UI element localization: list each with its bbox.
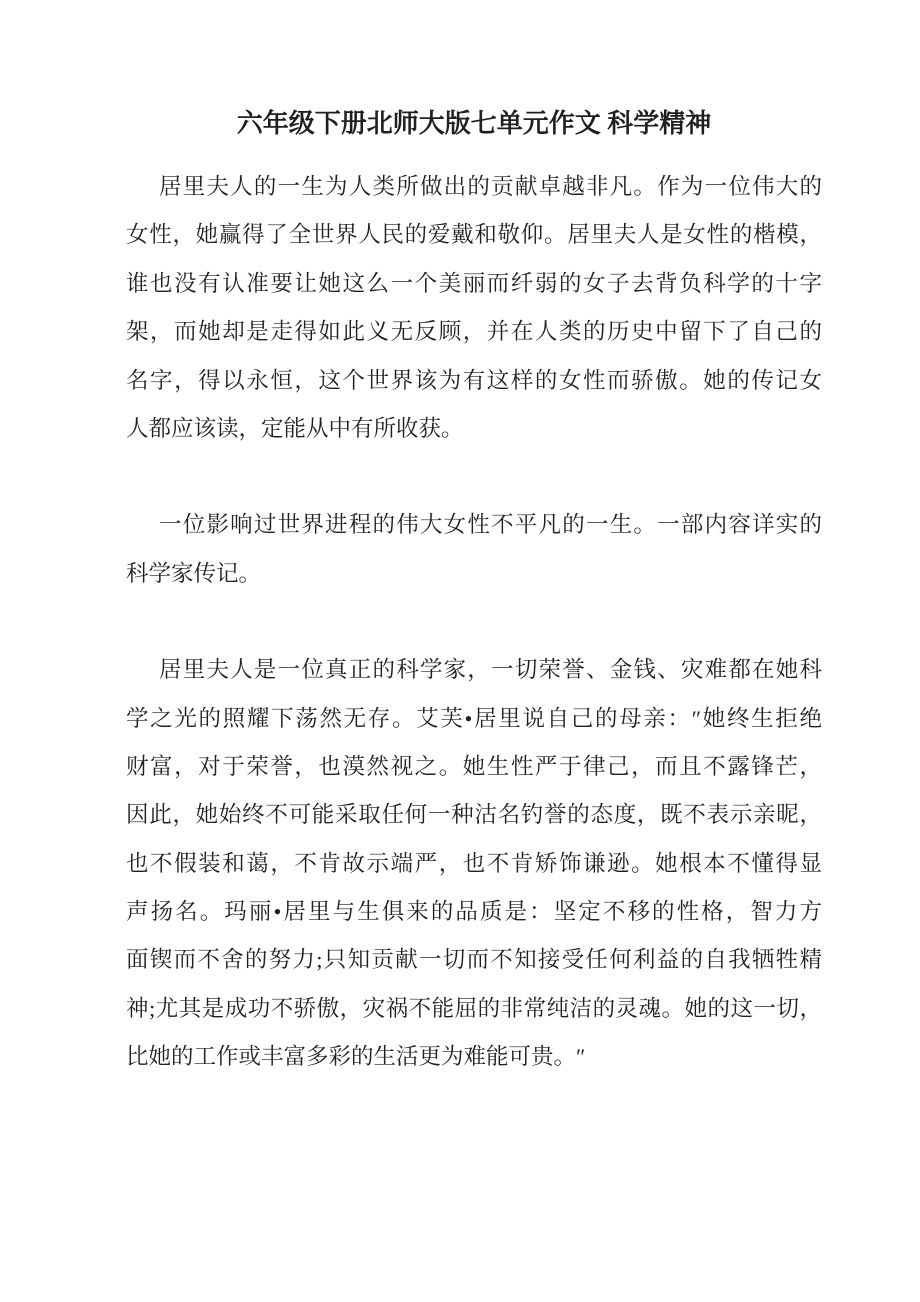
paragraph-3-line-1: 居里夫人是一位真正的科学家，一切荣誉、金钱、灾难都在她科 xyxy=(159,657,822,683)
paragraph-3-line-8: 神;尤其是成功不骄傲，灾祸不能屈的非常纯洁的灵魂。她的这一切， xyxy=(126,995,822,1021)
paragraph-1-line-2: 女性，她赢得了全世界人民的爱戴和敬仰。居里夫人是女性的楷模， xyxy=(126,222,822,248)
paragraph-3-line-3: 财富，对于荣誉，也漠然视之。她生性严于律己，而且不露锋芒， xyxy=(126,753,822,779)
paragraph-3-line-2: 学之光的照耀下荡然无存。艾芙•居里说自己的母亲：″她终生拒绝 xyxy=(126,705,822,731)
paragraph-1-line-4: 架，而她却是走得如此义无反顾，并在人类的历史中留下了自己的 xyxy=(126,319,822,345)
paragraph-1-line-1: 居里夫人的一生为人类所做出的贡献卓越非凡。作为一位伟大的 xyxy=(159,174,822,199)
paragraph-3-line-7: 面锲而不舍的努力;只知贡献一切而不知接受任何利益的自我牺牲精 xyxy=(126,947,822,973)
paragraph-3 xyxy=(126,646,822,1082)
paragraph-2 xyxy=(126,501,822,598)
paragraph-3-line-6: 声扬名。玛丽•居里与生俱来的品质是：坚定不移的性格，智力方 xyxy=(126,899,822,925)
paragraph-1-line-5: 名字，得以永恒，这个世界该为有这样的女性而骄傲。她的传记女 xyxy=(126,367,822,393)
paragraph-3-line-9: 比她的工作或丰富多彩的生活更为难能可贵。″ xyxy=(126,1044,586,1070)
paragraph-1 xyxy=(126,163,822,453)
paragraph-1-line-6: 人都应该读，定能从中有所收获。 xyxy=(126,415,464,441)
paragraph-2-line-2: 科学家传记。 xyxy=(126,560,262,586)
paragraph-3-line-4: 因此，她始终不可能采取任何一种沽名钓誉的态度，既不表示亲昵， xyxy=(126,802,822,828)
paragraph-1-line-3: 谁也没有认准要让她这么一个美丽而纤弱的女子去背负科学的十字 xyxy=(126,270,822,296)
paragraph-3-line-5: 也不假装和蔼，不肯故示端严，也不肯矫饰谦逊。她根本不懂得显 xyxy=(126,850,822,876)
document-body xyxy=(126,163,822,1082)
paragraph-2-line-1: 一位影响过世界进程的伟大女性不平凡的一生。一部内容详实的 xyxy=(159,512,822,538)
page-title: 六年级下册北师大版七单元作文 科学精神 xyxy=(236,109,712,138)
